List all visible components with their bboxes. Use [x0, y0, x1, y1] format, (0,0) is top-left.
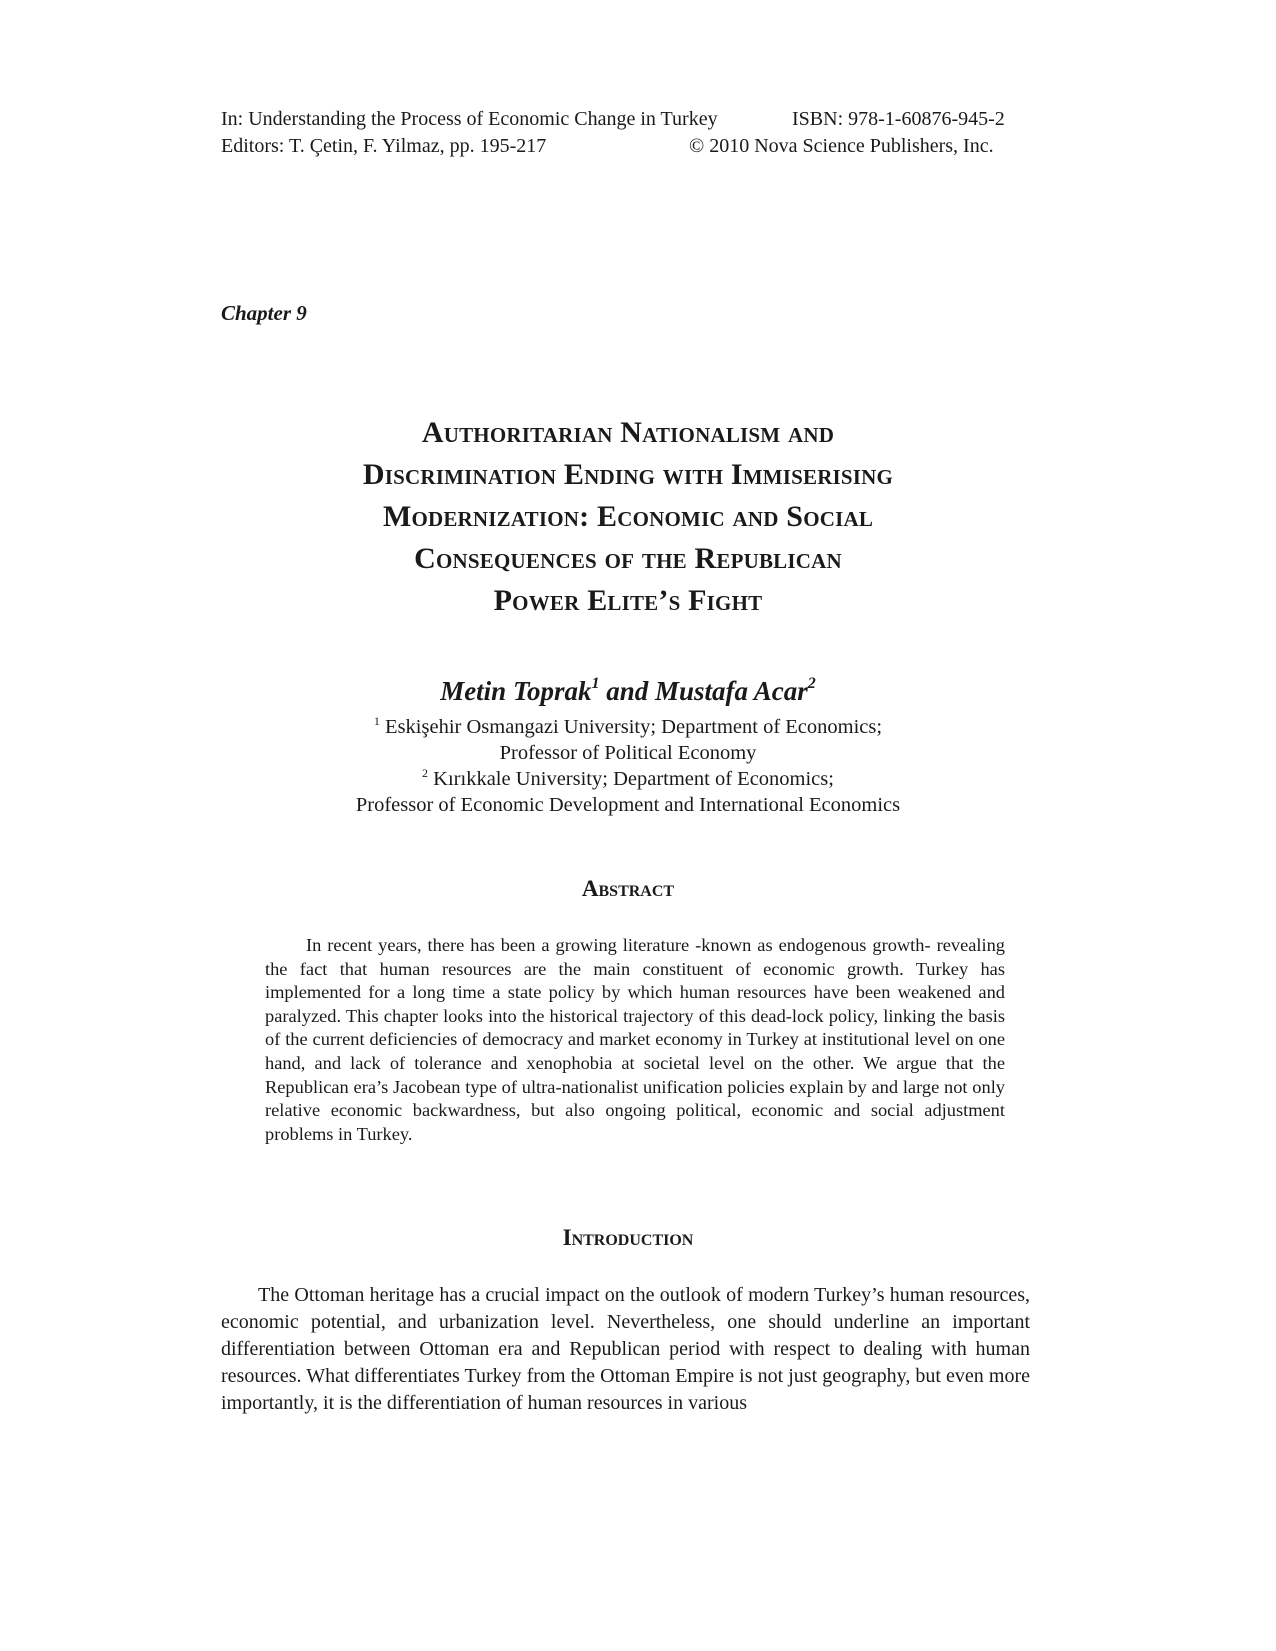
affiliations [0, 714, 1256, 818]
book-title-citation: In: Understanding the Process of Economic Change in Turkey [221, 108, 718, 130]
abstract-heading: Abstract [581, 876, 675, 901]
title-line: Modernization: Economic and Social [382, 500, 874, 533]
running-header-line-2 [221, 133, 1021, 159]
affiliation-marker: 1 [373, 714, 380, 728]
affiliation-marker: 1 [591, 675, 600, 692]
title-line: Authoritarian Nationalism and [421, 416, 835, 449]
title-line: Power Elite’s Fight [493, 584, 763, 617]
affiliation-marker: 2 [422, 766, 429, 780]
author-name: Mustafa Acar [655, 676, 808, 706]
chapter-title [0, 412, 1256, 622]
author-line [0, 676, 1256, 707]
affiliation-line: Professor of Economic Development and International Economics [355, 794, 901, 816]
copyright: © 2010 Nova Science Publishers, Inc. [689, 135, 994, 157]
affiliation-text: Eskişehir Osmangazi University; Department of Economics; [379, 716, 883, 738]
title-line: Discrimination Ending with Immiserising [362, 458, 894, 491]
author-name: Metin Toprak [440, 676, 592, 706]
editors-pages: Editors: T. Çetin, F. Yilmaz, pp. 195-217 [221, 135, 547, 157]
affiliation-marker: 2 [807, 675, 816, 692]
running-header-line-1 [221, 106, 1021, 132]
chapter-label: Chapter 9 [221, 301, 307, 325]
title-line: Consequences of the Republican [414, 542, 842, 575]
author-conjunction: and [599, 676, 656, 706]
affiliation-line [0, 766, 1256, 792]
introduction-text: The Ottoman heritage has a crucial impact on the outlook of modern Turkey’s human resources, economic potential, and urbanization level. Nevertheless, one should underline an important differentiation between Ottoman era and Republican period with respect to dealing with human resources. What differentiates Turkey from the Ottoman Empire is not just geography, but even more importantly, it is the differentiation of human resources in various [221, 1284, 1030, 1414]
affiliation-line: Professor of Political Economy [499, 742, 757, 764]
affiliation-line [0, 714, 1256, 740]
abstract-text: In recent years, there has been a growing literature -known as endogenous growth- revealing the fact that human resources are the main constituent of economic growth. Turkey has implemented for a long time a state policy by which human resources have been weakened and paralyzed. This chapter looks into the historical trajectory of this dead-lock policy, linking the basis of the current deficiencies of democracy and market economy in Turkey at institutional level on one hand, and lack of tolerance and xenophobia at societal level on the other. We argue that the Republican era’s Jacobean type of ultra-nationalist unification policies explain by and large not only relative economic backwardness, but also ongoing political, economic and social adjustment problems in Turkey. [265, 935, 1005, 1144]
isbn: ISBN: 978-1-60876-945-2 [792, 108, 1005, 130]
introduction-heading: Introduction [562, 1225, 694, 1250]
affiliation-text: Kırıkkale University; Department of Economics; [428, 768, 834, 790]
